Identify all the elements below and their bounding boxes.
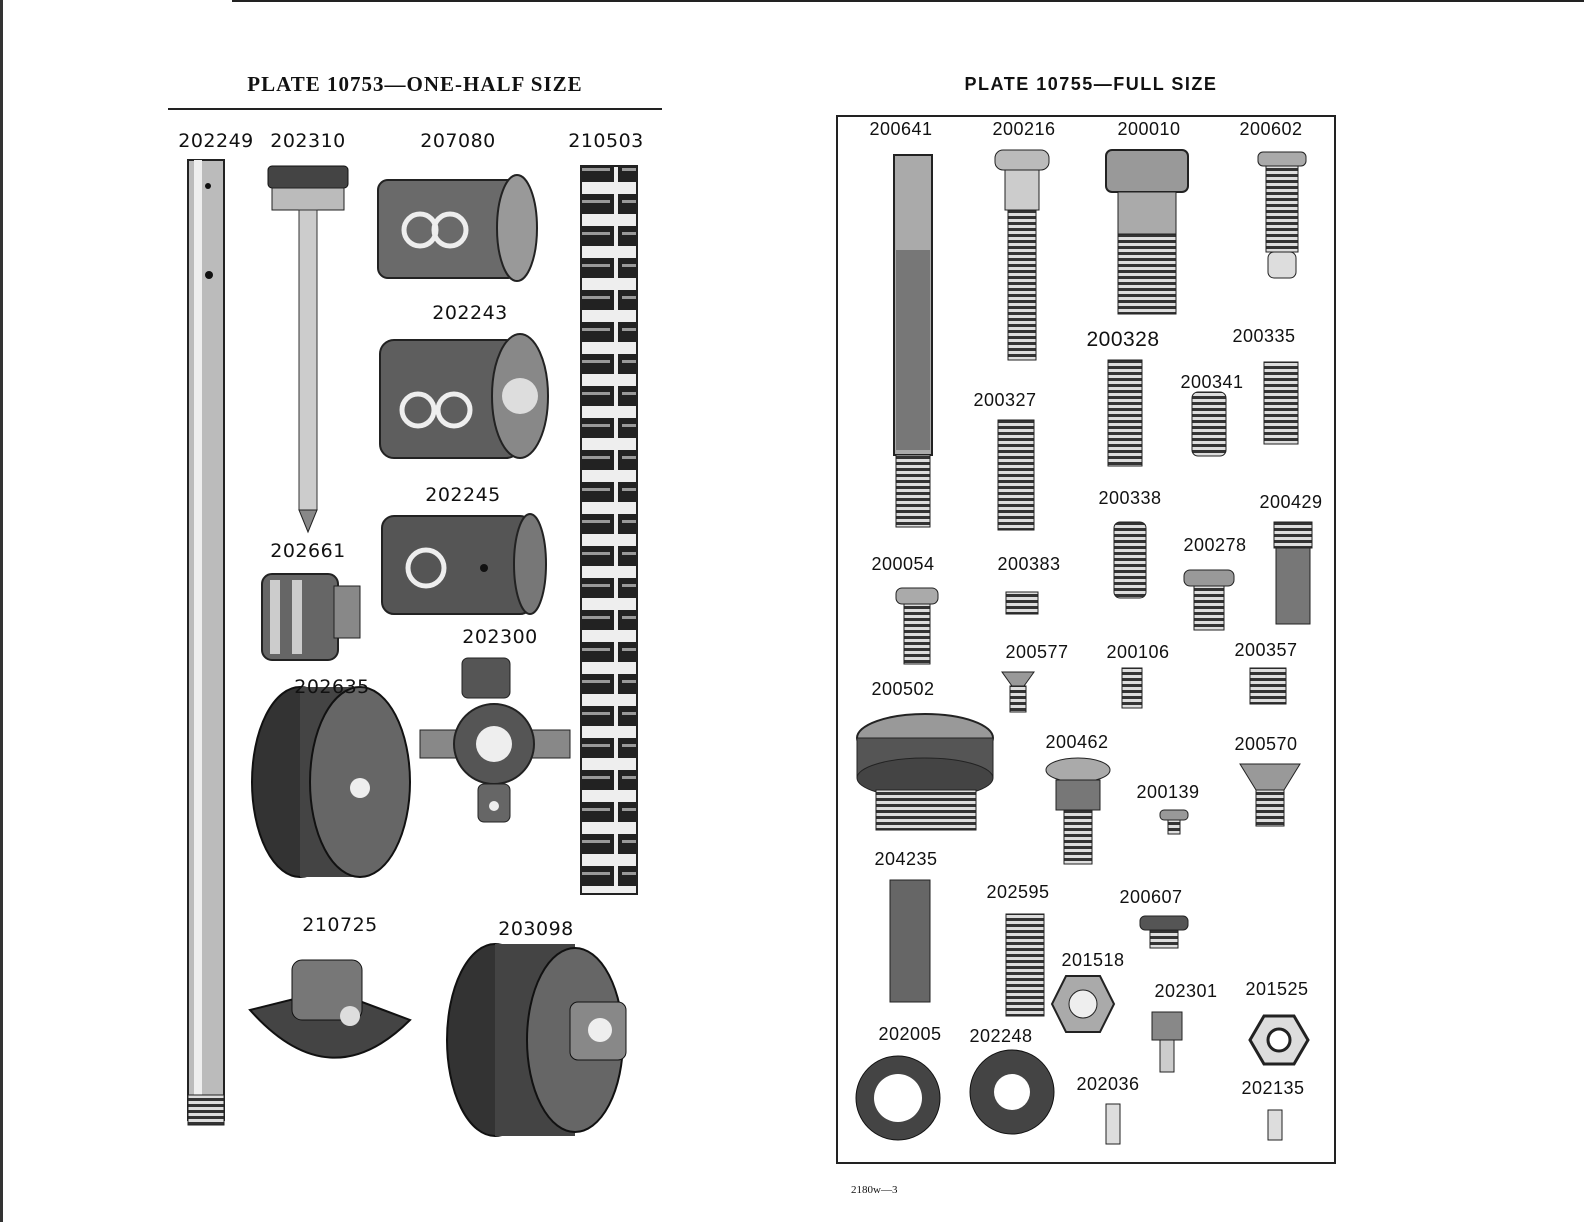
part-label: 202135 <box>1241 1078 1305 1098</box>
part-label: 202635 <box>294 676 370 698</box>
part-202310-needle <box>268 166 348 532</box>
part-label: 200570 <box>1234 734 1298 754</box>
part-label: 201518 <box>1061 950 1125 970</box>
part-210503-chain <box>581 166 637 894</box>
part-label: 203098 <box>498 918 574 940</box>
part-label: 202249 <box>178 130 254 152</box>
left-plate-title: PLATE 10753—ONE-HALF SIZE <box>247 72 583 96</box>
part-label: 200139 <box>1136 782 1200 802</box>
part-label: 200607 <box>1119 887 1183 907</box>
part-label: 200335 <box>1232 326 1296 346</box>
part-label: 200327 <box>973 390 1037 410</box>
part-203098-drum-assembly <box>447 944 626 1136</box>
part-202243-cam <box>380 334 548 458</box>
part-label: 202310 <box>270 130 346 152</box>
part-label: 200328 <box>1086 328 1160 351</box>
part-label: 200106 <box>1106 642 1170 662</box>
part-label: 204235 <box>874 849 938 869</box>
page-footer: 2180w—3 <box>851 1184 898 1196</box>
part-label: 210503 <box>568 130 644 152</box>
part-label: 200577 <box>1005 642 1069 662</box>
part-label: 200341 <box>1180 372 1244 392</box>
part-label: 200383 <box>997 554 1061 574</box>
part-label: 202301 <box>1154 981 1218 1001</box>
part-label: 202245 <box>425 484 501 506</box>
part-label: 202243 <box>432 302 508 324</box>
part-202635-drum <box>252 687 410 877</box>
part-label: 207080 <box>420 130 496 152</box>
part-207080-cam <box>378 175 537 281</box>
part-label: 202005 <box>878 1024 942 1044</box>
part-label: 202036 <box>1076 1074 1140 1094</box>
part-label: 200602 <box>1239 119 1303 139</box>
part-label: 200462 <box>1045 732 1109 752</box>
part-label: 200338 <box>1098 488 1162 508</box>
part-202661-bushing <box>262 574 360 660</box>
part-label: 200010 <box>1117 119 1181 139</box>
part-label: 202248 <box>969 1026 1033 1046</box>
part-label: 200641 <box>869 119 933 139</box>
part-label: 200278 <box>1183 535 1247 555</box>
part-label: 202300 <box>462 626 538 648</box>
part-202245-cam <box>382 514 546 614</box>
part-202249-shaft <box>188 160 224 1125</box>
part-202300-cross <box>420 658 570 822</box>
part-label: 202661 <box>270 540 346 562</box>
part-label: 200054 <box>871 554 935 574</box>
part-label: 210725 <box>302 914 378 936</box>
part-label: 201525 <box>1245 979 1309 999</box>
part-label: 200357 <box>1234 640 1298 660</box>
part-label: 200216 <box>992 119 1056 139</box>
part-label: 200502 <box>871 679 935 699</box>
part-label: 202595 <box>986 882 1050 902</box>
right-plate-title: PLATE 10755—FULL SIZE <box>964 74 1218 94</box>
part-210725-hook <box>250 960 410 1058</box>
part-label: 200429 <box>1259 492 1323 512</box>
